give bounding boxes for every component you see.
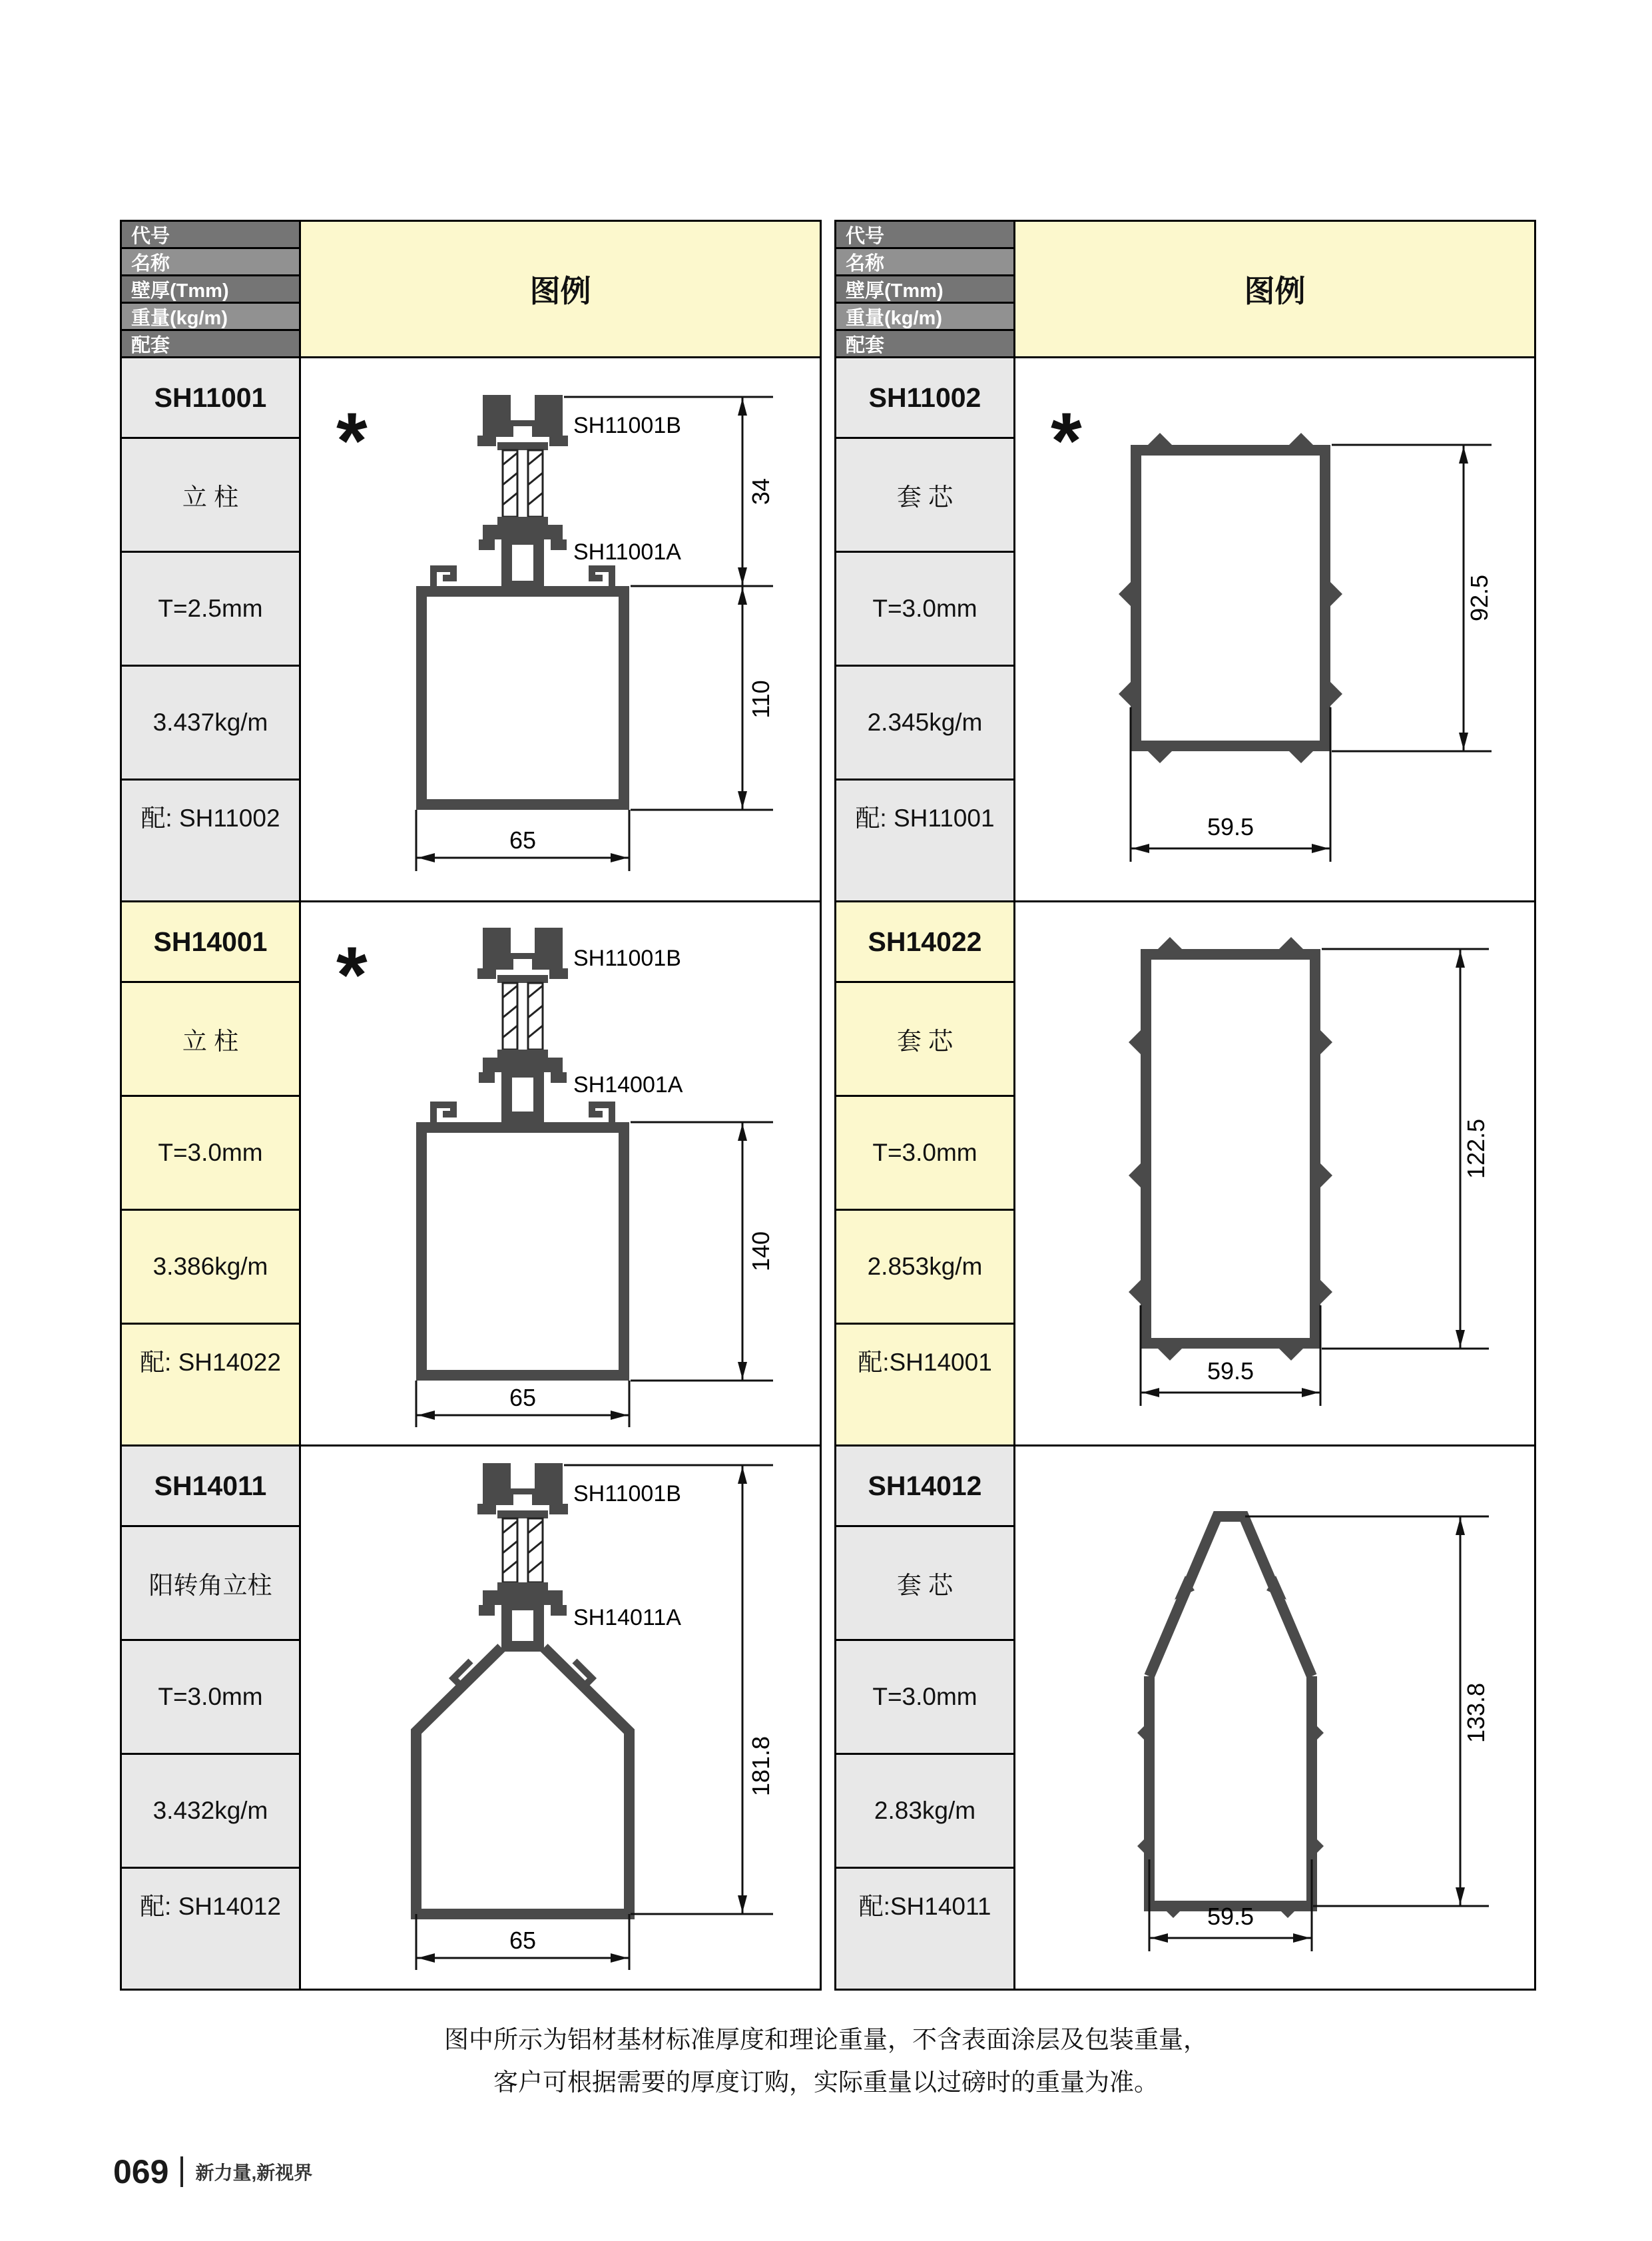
part-b-clip: [477, 1463, 568, 1514]
dimension-label: 34: [747, 478, 774, 505]
profile-drawing-sh14001: [301, 902, 820, 1444]
part-label-b: SH11001B: [573, 1481, 681, 1506]
legend-cell: [1015, 902, 1534, 1444]
match-cell: 配:SH14011: [836, 1869, 1013, 1989]
dimension-label: 140: [747, 1231, 774, 1272]
header-weight: 重量(kg/m): [836, 304, 1013, 329]
thickness-cell: T=3.0mm: [122, 1097, 299, 1209]
match-cell: 配: SH11001: [836, 781, 1013, 900]
footer-slogan: 新力量,新视界: [195, 2162, 313, 2183]
dimension-label: 181.8: [747, 1736, 774, 1797]
name-cell: 套 芯: [836, 439, 1013, 551]
asterisk-mark: *: [336, 930, 368, 1020]
dimension-label: 92.5: [1466, 574, 1493, 622]
header-name: 名称: [122, 249, 299, 274]
hatched-connectors: [497, 1510, 548, 1590]
note-line-1: 图中所示为铝材基材标准厚度和理论重量，不含表面涂层及包装重量，: [444, 2026, 1208, 2053]
legend-cell: [1015, 358, 1534, 900]
label-column: [122, 222, 299, 1989]
header-thickness: 壁厚(Tmm): [122, 276, 299, 302]
profile-table-left: [120, 220, 822, 1991]
hatched-connectors: [497, 975, 548, 1058]
match-cell: 配: SH14022: [122, 1325, 299, 1444]
name-cell: 套 芯: [836, 983, 1013, 1095]
label-column: [836, 222, 1013, 1989]
profile-drawing-sh11002: [1015, 358, 1534, 900]
code-cell: SH14001: [122, 902, 299, 981]
header-name: 名称: [836, 249, 1013, 274]
header-code: 代号: [122, 222, 299, 247]
dimension-lines: [416, 1465, 773, 1970]
dimension-label: 110: [747, 680, 774, 719]
thickness-cell: T=3.0mm: [836, 553, 1013, 665]
dimension-lines: [1131, 445, 1492, 862]
code-cell: SH14022: [836, 902, 1013, 981]
thickness-cell: T=3.0mm: [836, 1641, 1013, 1753]
sleeve-core-body: [1137, 1516, 1324, 1918]
weight-cell: 3.437kg/m: [122, 667, 299, 779]
profile-table-right: [834, 220, 1536, 1991]
asterisk-mark: *: [336, 396, 368, 485]
dimension-label: 133.8: [1462, 1682, 1490, 1744]
part-a-adapter: [479, 1058, 567, 1117]
header-code: 代号: [836, 222, 1013, 247]
part-b-clip: [477, 395, 568, 446]
mullion-body: [421, 1105, 624, 1375]
dimension-label: 65: [509, 1927, 537, 1954]
part-label-b: SH11001B: [573, 413, 681, 438]
name-cell: 套 芯: [836, 1527, 1013, 1639]
weight-cell: 2.345kg/m: [836, 667, 1013, 779]
header-thickness: 壁厚(Tmm): [836, 276, 1013, 302]
note-line-2: 客户可根据需要的厚度订购，实际重量以过磅时的重量为准。: [493, 2069, 1159, 2096]
page-number: 069: [113, 2153, 169, 2190]
thickness-cell: T=3.0mm: [836, 1097, 1013, 1209]
legend-column: [1015, 222, 1534, 1989]
dimension-label: 122.5: [1462, 1118, 1490, 1179]
mullion-body: [421, 569, 624, 804]
legend-cell: [1015, 1446, 1534, 1989]
asterisk-mark: *: [1051, 396, 1082, 485]
weight-cell: 2.853kg/m: [836, 1211, 1013, 1323]
corner-mullion-body: [416, 1648, 629, 1914]
legend-header: 图例: [1015, 222, 1534, 356]
sleeve-core-body: [1129, 937, 1332, 1361]
part-b-clip: [477, 928, 568, 979]
part-label-b: SH11001B: [573, 946, 681, 971]
header-weight: 重量(kg/m): [122, 304, 299, 329]
code-cell: SH11002: [836, 358, 1013, 437]
code-cell: SH14012: [836, 1446, 1013, 1525]
part-a-adapter: [479, 525, 567, 586]
match-cell: 配:SH14001: [836, 1325, 1013, 1444]
legend-cell: [301, 902, 820, 1444]
match-cell: 配: SH11002: [122, 781, 299, 900]
match-cell: 配: SH14012: [122, 1869, 299, 1989]
code-cell: SH14011: [122, 1446, 299, 1525]
part-label-a: SH11001A: [573, 539, 681, 565]
dimension-label: 59.5: [1207, 813, 1254, 840]
profile-drawing-sh11001: [301, 358, 820, 900]
sleeve-core-body: [1119, 433, 1342, 763]
dimension-label: 59.5: [1207, 1357, 1254, 1385]
code-cell: SH11001: [122, 358, 299, 437]
thickness-cell: T=2.5mm: [122, 553, 299, 665]
legend-column: [301, 222, 820, 1989]
weight-cell: 3.386kg/m: [122, 1211, 299, 1323]
header-match: 配套: [122, 331, 299, 356]
dimension-label: 65: [509, 1384, 537, 1411]
name-cell: 立 柱: [122, 983, 299, 1095]
profile-drawing-sh14022: [1015, 902, 1534, 1444]
page-footer: [113, 2152, 312, 2191]
dimension-label: 65: [509, 826, 537, 854]
header-match: 配套: [836, 331, 1013, 356]
name-cell: 立 柱: [122, 439, 299, 551]
legend-cell: [301, 358, 820, 900]
weight-cell: 2.83kg/m: [836, 1755, 1013, 1867]
part-a-adapter: [479, 1590, 567, 1646]
legend-header: 图例: [301, 222, 820, 356]
part-label-a: SH14011A: [573, 1605, 681, 1630]
dimension-label: 59.5: [1207, 1903, 1254, 1930]
footer-divider: [180, 2156, 183, 2187]
profile-drawing-sh14012: [1015, 1446, 1534, 1989]
part-label-a: SH14001A: [573, 1072, 683, 1098]
name-cell: 阳转角立柱: [122, 1527, 299, 1639]
weight-cell: 3.432kg/m: [122, 1755, 299, 1867]
thickness-cell: T=3.0mm: [122, 1641, 299, 1753]
legend-cell: [301, 1446, 820, 1989]
hatched-connectors: [497, 442, 548, 525]
dimension-lines: [416, 1122, 773, 1427]
profile-drawing-sh14011: [301, 1446, 820, 1989]
